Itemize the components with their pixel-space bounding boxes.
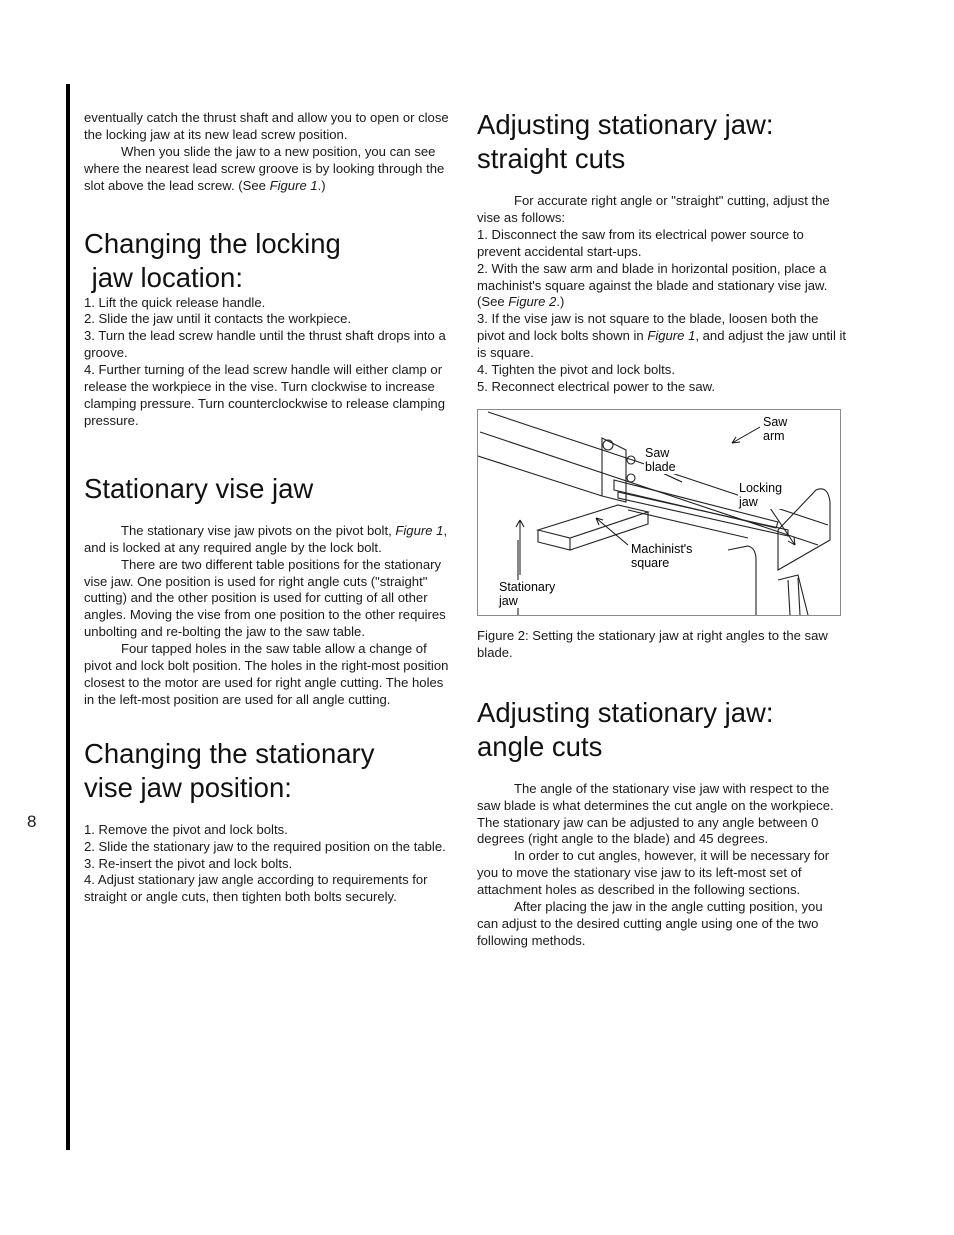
figure-1-reference: Figure 1 bbox=[647, 328, 696, 344]
motor-housing bbox=[778, 575, 808, 615]
machinists-square-stock bbox=[538, 530, 570, 550]
locking-jaw-heading: Changing the locking jaw location: bbox=[84, 227, 341, 293]
label-locking-jaw: Locking jaw bbox=[739, 480, 783, 509]
right-column bbox=[477, 108, 847, 950]
label-saw-arm: Saw arm bbox=[763, 414, 788, 443]
motor-fins bbox=[788, 578, 800, 615]
straight-cuts-heading: Adjusting stationary jaw: straight cuts bbox=[477, 109, 774, 174]
figure-2-illustration bbox=[477, 409, 841, 616]
locking-step: 3. Turn the lead screw handle until the thrust shaft drops into a groove. bbox=[84, 328, 446, 361]
stationary-step: 2. Slide the stationary jaw to the required position on the table. bbox=[84, 838, 446, 854]
straight-step-4: 4. Tighten the pivot and lock bolts. bbox=[477, 362, 675, 378]
bolt bbox=[627, 474, 635, 482]
intro-paragraph-2: When you slide the jaw to a new position, you can see where the nearest lead screw groove is by looking through the slot above the lead screw. (See Figure 1.) bbox=[84, 143, 445, 193]
straight-step-1: 1. Disconnect the saw from its electrical power source to prevent accidental start-ups. bbox=[477, 226, 804, 259]
intro-paragraph-1: eventually catch the thrust shaft and allow you to open or close the locking jaw at its new lead screw position. bbox=[84, 110, 449, 142]
figure-1-reference: Figure 1 bbox=[395, 522, 444, 538]
straight-intro: For accurate right angle or "straight" cutting, adjust the vise as follows: bbox=[477, 193, 830, 225]
stationary-vise-jaw-heading: Stationary vise jaw bbox=[84, 472, 314, 504]
changing-stationary-jaw-heading: Changing the stationary vise jaw position: bbox=[84, 737, 375, 803]
vise-bracket bbox=[728, 546, 756, 615]
label-machinists-square: Machinist's square bbox=[631, 541, 693, 570]
label-saw-blade: Saw blade bbox=[645, 445, 676, 474]
leader-machinists-square bbox=[596, 518, 628, 545]
angle-paragraph-2: In order to cut angles, however, it will be necessary for you to move the stationary vise jaw to its left-most set of attachment holes as described in the following sections. bbox=[477, 848, 830, 898]
locking-step: 4. Further turning of the lead screw handle will either clamp or release the workpiece in the vise. Turn clockwise to increase clamping pressure. Turn counterclockwise to release clamping pressure. bbox=[84, 362, 445, 428]
locking-step: 2. Slide the jaw until it contacts the workpiece. bbox=[84, 311, 352, 327]
stationary-step: 4. Adjust stationary jaw angle according to requirements for straight or angle cuts, then tighten both bolts securely. bbox=[84, 872, 428, 905]
label-stationary-jaw: Stationary jaw bbox=[499, 579, 556, 608]
stationary-paragraph-1: The stationary vise jaw pivots on the pivot bolt, Figure 1, and is locked at any required angle by the lock bolt. bbox=[84, 522, 448, 555]
angle-paragraph-1: The angle of the stationary vise jaw with respect to the saw blade is what determines the cut angle on the workpiece. The stationary jaw can be adjusted to any angle between 0 degrees (right angle to the blade) and 45 degrees. bbox=[477, 780, 834, 847]
machinists-square-blade bbox=[538, 505, 648, 538]
straight-step-2: 2. With the saw arm and blade in horizontal position, place a machinist's square against the blade and stationary vise jaw. (See Figure 2.) bbox=[477, 260, 828, 310]
locking-step: 1. Lift the quick release handle. bbox=[84, 294, 266, 310]
leader-saw-arm bbox=[732, 427, 760, 443]
page-number: 8 bbox=[27, 812, 37, 831]
angle-cuts-heading: Adjusting stationary jaw: angle cuts bbox=[477, 696, 774, 762]
stationary-paragraph-2: There are two different table positions for the stationary vise jaw. One position is used for right angle cuts ("straight" cutting) and the other position is used for cutting of all other angles. Moving the vise from one position to the other requires unbolting and re-bolting the jaw to the saw table. bbox=[84, 556, 446, 640]
figure-2-reference: Figure 2 bbox=[508, 294, 557, 310]
stationary-step: 1. Remove the pivot and lock bolts. bbox=[84, 821, 288, 837]
stationary-paragraph-3: Four tapped holes in the saw table allow a change of pivot and lock bolt position. The holes in the right-most position closest to the motor are used for right angle cutting. The holes in the left-most position are used for all angle cutting. bbox=[84, 641, 449, 707]
angle-paragraph-3: After placing the jaw in the angle cutting position, you can adjust to the desired cutting angle using one of the two following methods. bbox=[477, 899, 823, 948]
stationary-step: 3. Re-insert the pivot and lock bolts. bbox=[84, 855, 293, 871]
straight-step-5: 5. Reconnect electrical power to the saw. bbox=[477, 378, 715, 394]
straight-step-3: 3. If the vise jaw is not square to the blade, loosen both the pivot and lock bolts shown in Figure 1, and adjust the jaw until it is square. bbox=[477, 311, 847, 361]
arrow-head bbox=[732, 437, 740, 443]
left-column bbox=[84, 110, 450, 906]
table-edge-line bbox=[478, 456, 602, 496]
figure-1-reference: Figure 1 bbox=[269, 177, 318, 193]
figure-2-caption: Figure 2: Setting the stationary jaw at right angles to the saw blade. bbox=[477, 627, 828, 660]
margin-rule bbox=[66, 84, 70, 1150]
leader-locking-jaw bbox=[768, 505, 795, 545]
